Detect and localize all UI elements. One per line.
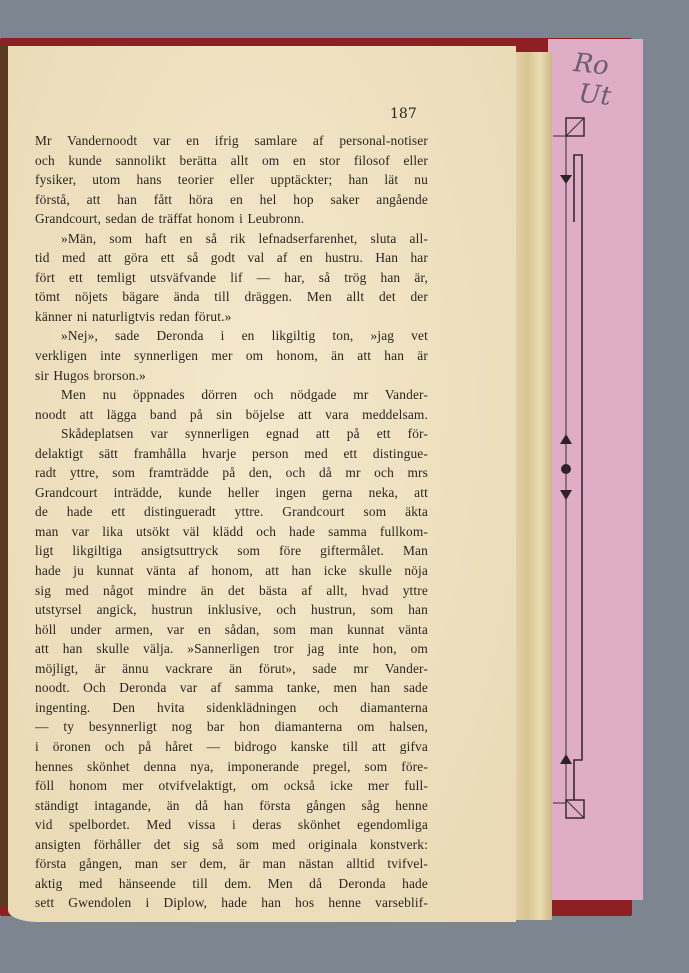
- text-line: Grandcourt inträdde, kunde heller ingen gerna neka, att: [35, 484, 428, 500]
- text-line: hade ju kunnat vänta af honom, att han icke skulle nöja: [35, 563, 428, 579]
- dot-icon: [561, 464, 571, 474]
- page-edges: [512, 52, 552, 920]
- text-line: känner ni naturligtvis redan förut.»: [35, 308, 232, 324]
- text-line: Grandcourt, sedan de träffat honom i Leubronn.: [35, 211, 305, 227]
- text-line: delaktigt sätt framhålla hvarje person med ett distingue-: [35, 445, 428, 461]
- text-line: de hade ett distingueradt yttre. Grandcourt som äkta: [35, 504, 428, 520]
- triangle-down-icon: [560, 175, 572, 184]
- text-line: höll under armen, var en sådan, som man kunnat vänta: [35, 621, 428, 637]
- slip-markings: [548, 100, 643, 830]
- text-line: noodt att lägga band på sin böjelse att vara meddelsam.: [35, 406, 428, 422]
- page-text: [35, 131, 428, 913]
- text-line: radt yttre, som framträdde på den, och då mr och mrs: [35, 465, 428, 481]
- book-spine: [0, 46, 8, 906]
- text-line: Men nu öppnades dörren och nödgade mr Vander-: [61, 387, 428, 403]
- text-line: tömt nöjets bägare ända till dräggen. Men allt det der: [35, 289, 428, 305]
- text-line: sett Gwendolen i Diplow, hade han hos henne varseblif-: [35, 895, 428, 911]
- text-line: utstyrsel angick, hustrun inklusive, och hustrun, som han: [35, 602, 428, 618]
- triangle-up-icon: [560, 754, 572, 764]
- text-line: noodt. Och Deronda var af samma tanke, men han sade: [35, 680, 428, 696]
- text-line: föll honom mer otvifvelaktigt, om också icke mer full-: [35, 778, 428, 794]
- page-number: 187: [390, 106, 417, 122]
- handwritten-note: Ro Ut: [568, 48, 613, 112]
- text-line: ständigt intagande, än då han första gången såg henne: [35, 797, 428, 813]
- text-line: »Nej», sade Deronda i en likgiltig ton, »jag vet: [61, 328, 428, 344]
- text-line: att han skulle välja. »Sannerligen tror jag inte hon, om: [35, 641, 428, 657]
- text-line: och kunde sannolikt berätta allt om en stor filosof eller: [35, 152, 428, 168]
- text-line: »Män, som haft en så rik lefnadserfarenhet, sluta all-: [61, 230, 428, 246]
- text-line: ligt likgiltiga ansigtsuttryck som före giftermålet. Man: [35, 543, 428, 559]
- triangle-down-icon: [560, 490, 572, 500]
- text-line: sir Hugos brorson.»: [35, 367, 146, 383]
- text-line: ingenting. Den hvita sidenklädningen och diamanterna: [35, 699, 428, 715]
- text-line: tid med att göra ett så godt val af en hustru. Han har: [35, 250, 428, 266]
- text-line: man var lika utsökt väl klädd och hade samma fullkom-: [35, 523, 428, 539]
- text-line: i öronen och på håret — bidrogo kanske till att gifva: [35, 738, 428, 754]
- text-line: Skådeplatsen var synnerligen egnad att på ett för-: [61, 426, 428, 442]
- text-line: hennes skönhet denna nya, imponerande pregel, som före-: [35, 758, 428, 774]
- text-line: möjligt, är ännu vackrare än förut», sade mr Vander-: [35, 660, 428, 676]
- triangle-up-icon: [560, 434, 572, 444]
- text-line: — ty besynnerligt nog bar hon diamanterna om halsen,: [35, 719, 428, 735]
- text-line: ansigten förhåller det sig så som med originala konstverk:: [35, 836, 428, 852]
- text-line: fysiker, utom hans teorier eller upptäckter; han lät nu: [35, 172, 428, 188]
- text-line: Mr Vandernoodt var en ifrig samlare af personal-notiser: [35, 133, 428, 148]
- text-line: vid spelbordet. Med vissa i deras skönhet egendomliga: [35, 817, 428, 833]
- text-line: fört ett temligt utsväfvande lif — har, så trög han är,: [35, 269, 428, 285]
- text-line: förstå, att han fått höra en hel hop saker angående: [35, 191, 428, 207]
- text-line: första gången, man ser dem, är man nästan alltid tvifvel-: [35, 856, 428, 872]
- text-line: aktig med hänseende till dem. Men då Deronda hade: [35, 875, 428, 891]
- text-line: verkligen inte synnerligen mer om honom, än att han är: [35, 348, 428, 364]
- text-line: sig med något mindre än det bästa af allt, hvad yttre: [35, 582, 428, 598]
